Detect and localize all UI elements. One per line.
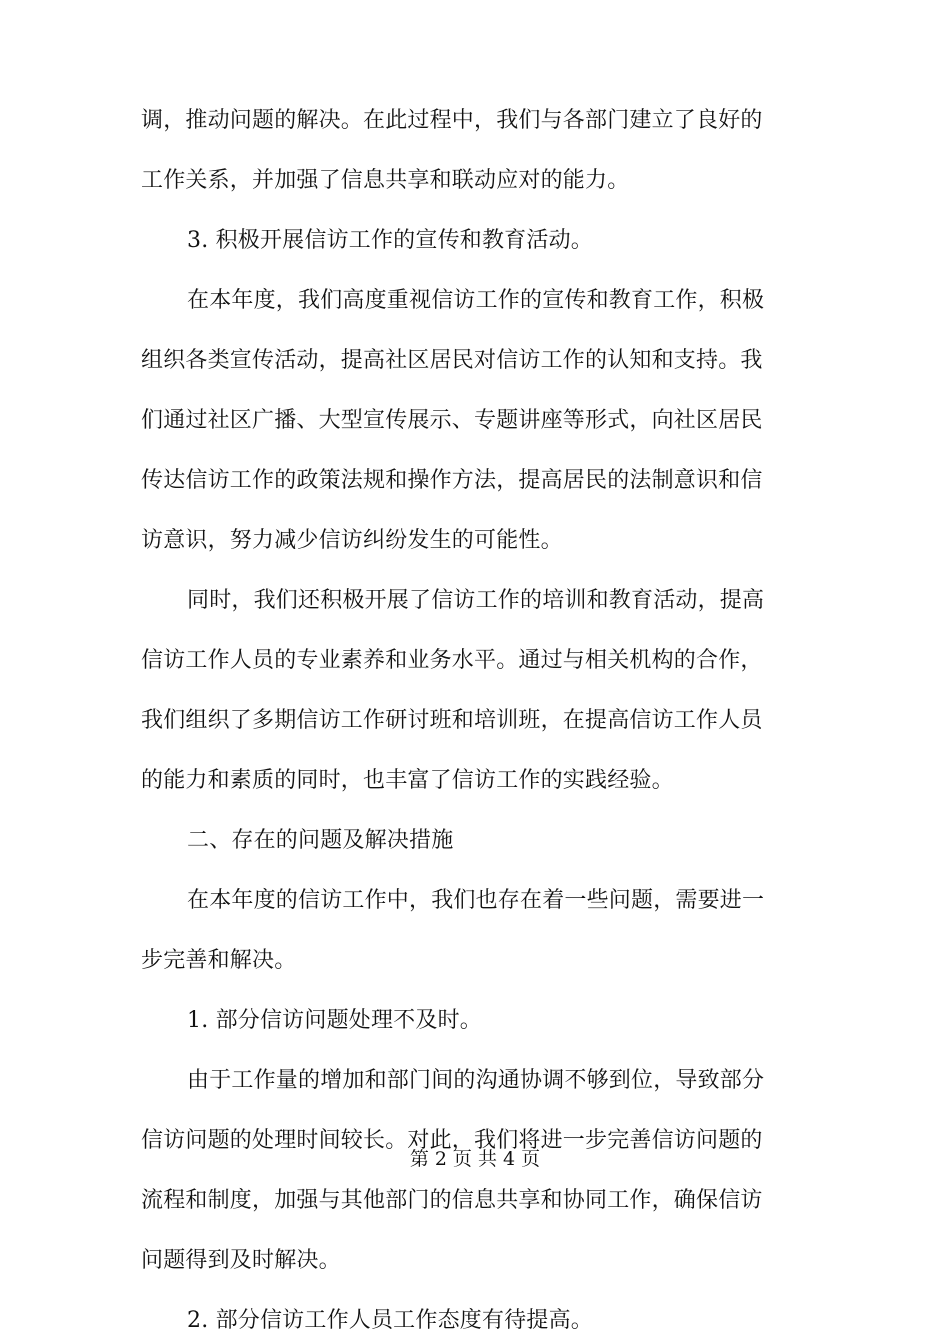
paragraph-line: 流程和制度，加强与其他部门的信息共享和协同工作，确保信访 (141, 1188, 763, 1213)
paragraph-line: 由于工作量的增加和部门间的沟通协调不够到位，导致部分 (187, 1068, 765, 1093)
paragraph-line: 在本年度的信访工作中，我们也存在着一些问题，需要进一 (187, 888, 765, 913)
paragraph-line: 们通过社区广播、大型宣传展示、专题讲座等形式，向社区居民 (141, 408, 763, 433)
paragraph-line: 工作关系，并加强了信息共享和联动应对的能力。 (141, 168, 630, 193)
section-heading-3: 3. 积极开展信访工作的宣传和教育活动。 (187, 228, 593, 253)
paragraph-line: 我们组织了多期信访工作研讨班和培训班，在提高信访工作人员 (141, 708, 763, 733)
paragraph-line: 传达信访工作的政策法规和操作方法，提高居民的法制意识和信 (141, 468, 763, 493)
paragraph-line: 组织各类宣传活动，提高社区居民对信访工作的认知和支持。我 (141, 348, 763, 373)
paragraph-line: 在本年度，我们高度重视信访工作的宣传和教育工作，积极 (187, 288, 765, 313)
section-heading-2: 二、存在的问题及解决措施 (187, 828, 454, 853)
paragraph-line: 步完善和解决。 (141, 948, 297, 973)
paragraph-line: 问题得到及时解决。 (141, 1248, 341, 1273)
paragraph-line: 同时，我们还积极开展了信访工作的培训和教育活动，提高 (187, 588, 765, 613)
paragraph-line: 信访问题的处理时间较长。对此，我们将进一步完善信访问题的 (141, 1128, 763, 1153)
paragraph-line: 访意识，努力减少信访纠纷发生的可能性。 (141, 528, 563, 553)
paragraph-line: 信访工作人员的专业素养和业务水平。通过与相关机构的合作， (141, 648, 763, 673)
paragraph-line: 调，推动问题的解决。在此过程中，我们与各部门建立了良好的 (141, 108, 763, 133)
paragraph-line: 的能力和素质的同时，也丰富了信访工作的实践经验。 (141, 768, 674, 793)
page-number-footer: 第 2 页 共 4 页 (409, 1148, 541, 1170)
section-heading-2: 2. 部分信访工作人员工作态度有待提高。 (187, 1308, 593, 1333)
section-heading-1: 1. 部分信访问题处理不及时。 (187, 1008, 482, 1033)
